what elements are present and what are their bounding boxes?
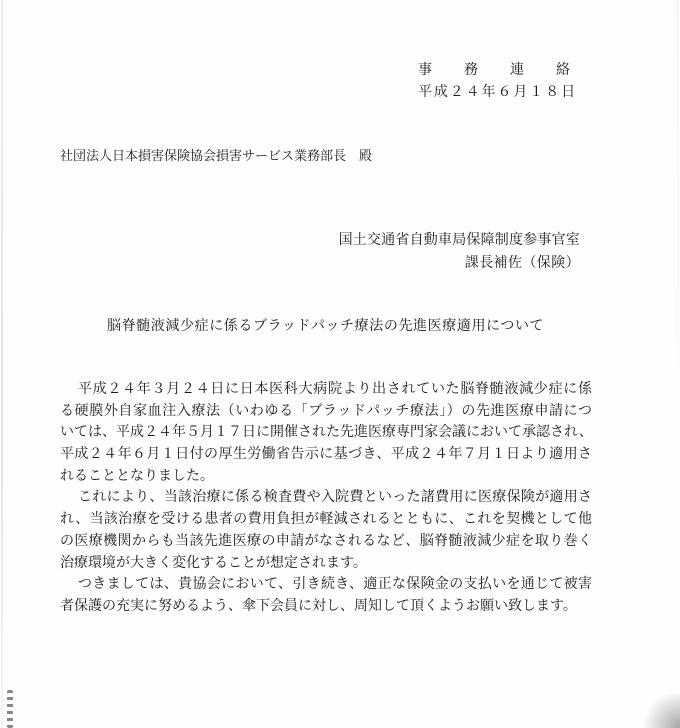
sender-title: 課長補佐（保険） bbox=[464, 255, 580, 271]
scan-edge-right bbox=[677, 0, 678, 520]
paragraph-line: れ、当該治療を受ける患者の費用負担が軽減されるとともに、これを契機として他 bbox=[60, 511, 592, 528]
body-paragraph-1 bbox=[60, 379, 592, 487]
body-paragraph-2 bbox=[60, 487, 592, 574]
paragraph-line: れることとなりました。 bbox=[60, 467, 214, 484]
paragraph-line: 平成２４年３月２４日に日本医科大病院より出されていた脳脊髄液減少症に係 bbox=[78, 381, 592, 397]
paragraph-line: る硬膜外自家血注入療法（いわゆる「ブラッドパッチ療法」）の先進医療申請につ bbox=[60, 402, 592, 419]
document-body bbox=[60, 379, 592, 618]
scan-edge-left bbox=[1, 0, 3, 728]
document-type-label: 事 務 連 絡 bbox=[418, 62, 579, 78]
paragraph-line: 者保護の充実に努めるよう、傘下会員に対し、周知して頂くようお願い致します。 bbox=[60, 597, 577, 614]
body-paragraph-3 bbox=[60, 574, 592, 617]
scan-speck bbox=[7, 690, 13, 728]
document-date: 平成２４年６月１８日 bbox=[418, 84, 577, 100]
addressee: 社団法人日本損害保険協会損害サービス業務部長 殿 bbox=[60, 149, 373, 164]
sender-office: 国土交通省自動車局保障制度参事官室 bbox=[338, 232, 580, 248]
paragraph-line: の医療機関からも当該先進医療の申請がなされるなど、脳脊髄液減少症を取り巻く bbox=[60, 532, 592, 549]
paragraph-line: これにより、当該治療に係る検査費や入院費といった諸費用に医療保険が適用さ bbox=[78, 489, 592, 506]
document-subject: 脳脊髄液減少症に係るブラッドパッチ療法の先進医療適用について bbox=[107, 318, 545, 334]
paragraph-line: つきましては、貴協会において、引き続き、適正な保険金の支払いを通じて被害 bbox=[78, 576, 592, 593]
scan-corner-shadow bbox=[644, 694, 680, 728]
paragraph-line: いては、平成２４年５月１７日に開催された先進医療専門家会議において承認され、 bbox=[60, 424, 593, 441]
paragraph-line: 平成２４年６月１日付の厚生労働省告示に基づき、平成２４年７月１日より適用さ bbox=[60, 446, 592, 463]
paragraph-line: 治療環境が大きく変化することが想定されます。 bbox=[60, 554, 367, 571]
